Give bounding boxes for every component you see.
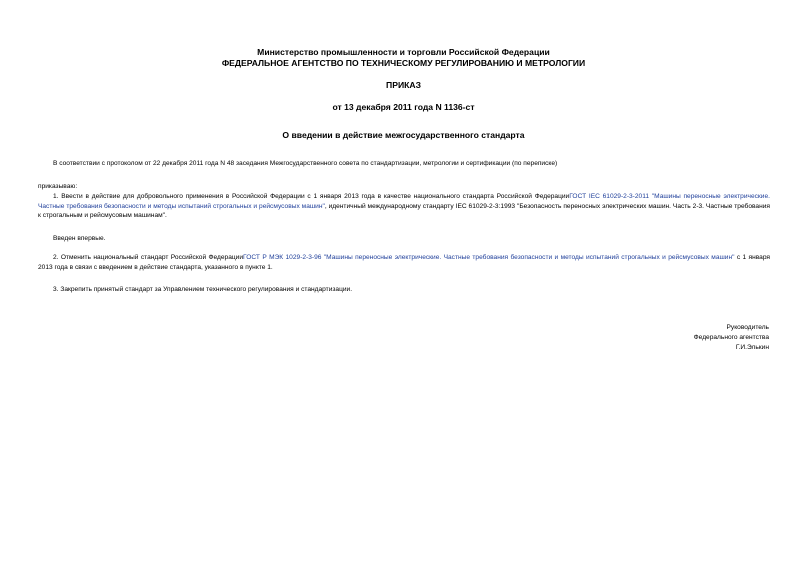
gost-iec-61029-link[interactable]: ГОСТ IEC 61029-2-3-2011 "Машины переносные электрические. Частные требования безопасности и методы испытаний строгальных и рейсмусовых машин": [38, 193, 770, 210]
signature-name: Г.И.Элькин: [735, 344, 769, 351]
item-1-text-after: , идентичный международному стандарту IEC 61029-2-3:1993 "Безопасность переносных электрических машин. Часть 2-3. Частные требования к строгальным и рейсмусовым машинам".: [38, 202, 770, 220]
item-2-text-after: с 1 января 2013 года в связи с введением в действие стандарта, указанного в пункте 1.: [38, 254, 771, 271]
signature-block: [569, 323, 769, 353]
orders-paragraph: приказываю:: [38, 183, 78, 190]
order-date-number: от 13 декабря 2011 года N 1136-ст: [332, 102, 475, 112]
signature-position: Руководитель: [726, 324, 769, 331]
introduced-first-paragraph: Введен впервые.: [53, 235, 106, 242]
item-3-paragraph: 3. Закрепить принятый стандарт за Управлением технического регулирования и стандартизации.: [53, 286, 353, 293]
order-subject: О введении в действие межгосударственного стандарта: [282, 130, 525, 140]
protocol-paragraph: В соответствии с протоколом от 22 декабря 2011 года N 48 заседания Межгосударственного совета по стандартизации, метрологии и сертификации (по переписке): [53, 160, 558, 167]
item-1-text-before: 1. Ввести в действие для добровольного применения в Российской Федерации с 1 января 2013 года в качестве национального стандарта Российской Федерации: [53, 193, 570, 200]
signature-organization: Федерального агентства: [693, 334, 769, 341]
item-1-paragraph: [38, 192, 770, 221]
item-2-paragraph: [38, 253, 770, 272]
item-2-text-before: 2. Отменить национальный стандарт Российской Федерации: [53, 254, 244, 261]
order-title: ПРИКАЗ: [386, 80, 421, 90]
gost-r-mek-1029-link[interactable]: ГОСТ Р МЭК 1029-2-3-96 "Машины переносные электрические. Частные требования безопасности и методы испытаний строгальных и рейсмусовых машин": [243, 254, 735, 261]
document-header: [0, 47, 807, 69]
ministry-name: Министерство промышленности и торговли Российской Федерации: [257, 47, 550, 57]
agency-name: ФЕДЕРАЛЬНОЕ АГЕНТСТВО ПО ТЕХНИЧЕСКОМУ РЕГУЛИРОВАНИЮ И МЕТРОЛОГИИ: [221, 58, 586, 68]
